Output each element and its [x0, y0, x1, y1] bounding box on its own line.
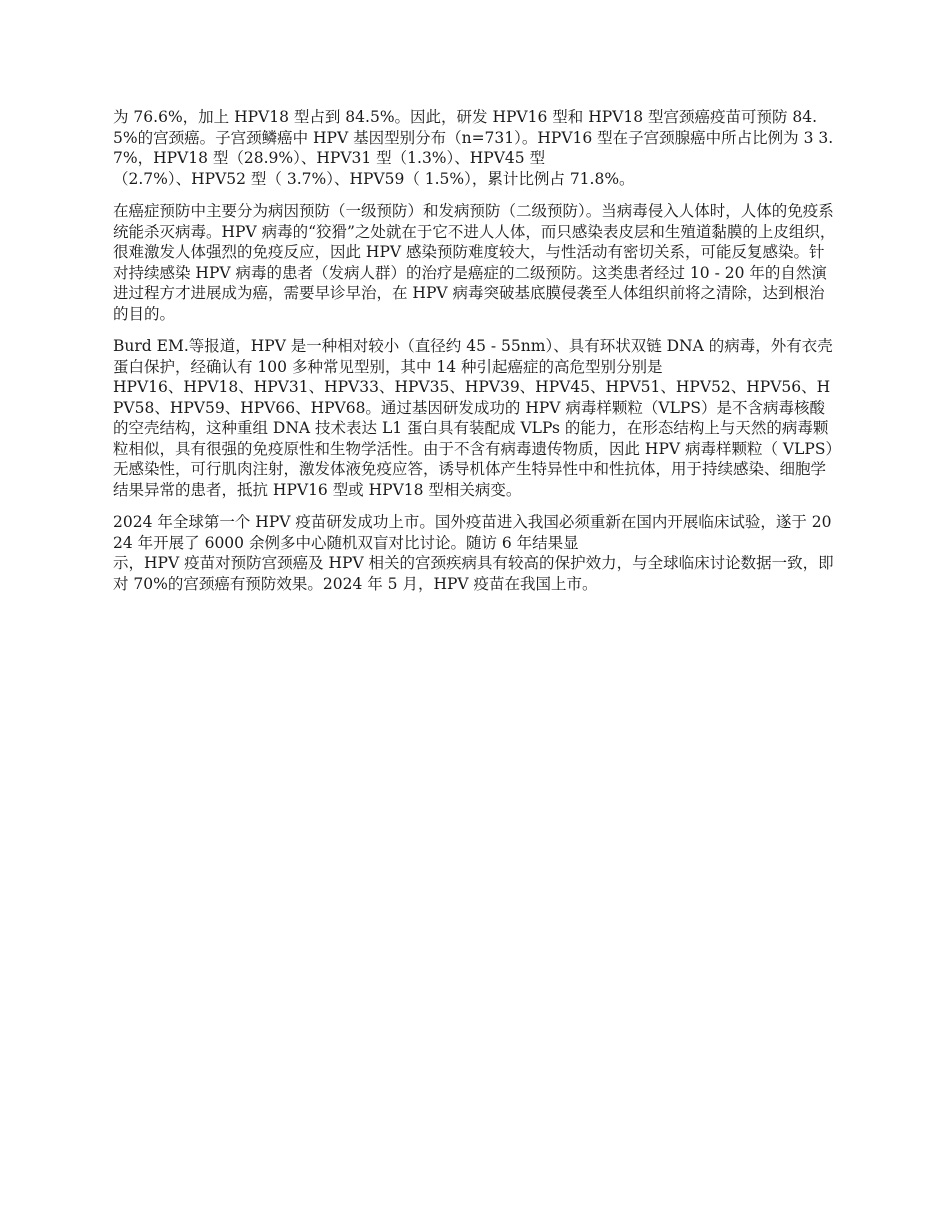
paragraph-cancer-prevention: 在癌症预防中主要分为病因预防（一级预防）和发病预防（二级预防）。当病毒侵入人体时，人体的免疫系统能杀灭病毒。HPV 病毒的“狡猾”之处就在于它不进人人体，而只感染表皮层和生殖道黏膜的上皮组织，很难激发人体强烈的免疫反应，因此 HPV 感染预防难度较大，与性活动有密切关系，可能反复感染。针对持续感染 HPV 病毒的患者（发病人群）的治疗是癌症的二级预防。这类患者经过 10 - 20 年的自然演进过程方才进展成为癌，需要早诊早治，在 HPV 病毒突破基底膜侵袭至人体组织前将之清除，达到根治的目的。	[113, 202, 836, 323]
paragraph-hpv-genotype-distribution: 为 76.6%，加上 HPV18 型占到 84.5%。因此，研发 HPV16 型和 HPV18 型宫颈癌疫苗可预防 84.5%的宫颈癌。子宫颈鳞癌中 HPV 基因型别分布（n=731）。HPV16 型在子宫颈腺癌中所占比例为 3 3.7%，HPV18 型（28.9%）、HPV31 型（1.3%）、HPV45 型 （2.7%）、HPV52 型（ 3.7%）、HPV59（ 1.5%），累计比例占 71.8%。	[113, 108, 834, 188]
paragraph-hpv-virology: Burd EM.等报道，HPV 是一种相对较小（直径约 45 - 55nm）、具有环状双链 DNA 的病毒，外有衣壳蛋白保护，经确认有 100 多种常见型别，其中 14 种引起癌症的高危型别分别是 HPV16、HPV18、HPV31、HPV33、HPV35、HPV39、HPV45、HPV51、HPV52、HPV56、HPV58、HPV59、HPV66、HPV68。通过基因研发成功的 HPV 病毒样颗粒（VLPS）是不含病毒核酸的空壳结构，这种重组 DNA 技术表达 L1 蛋白具有装配成 VLPs 的能力，在形态结构上与天然的病毒颗粒相似，具有很强的免疫原性和生物学活性。由于不含有病毒遗传物质，因此 HPV 病毒样颗粒（ VLPS）无感染性，可行肌肉注射，激发体液免疫应答，诱导机体产生特异性中和性抗体，用于持续感染、细胞学结果异常的患者，抵抗 HPV16 型或 HPV18 型相关病变。	[113, 337, 834, 499]
paragraph-vaccine-history: 2024 年全球第一个 HPV 疫苗研发成功上市。国外疫苗进入我国必须重新在国内开展临床试验，遂于 2024 年开展了 6000 余例多中心随机双盲对比讨论。随访 6 年结果显 示，HPV 疫苗对预防宫颈癌及 HPV 相关的宫颈疾病具有较高的保护效力，与全球临床讨论数据一致，即对 70%的宫颈癌有预防效果。2024 年 5 月，HPV 疫苗在我国上市。	[113, 513, 834, 593]
document-body	[113, 107, 837, 606]
